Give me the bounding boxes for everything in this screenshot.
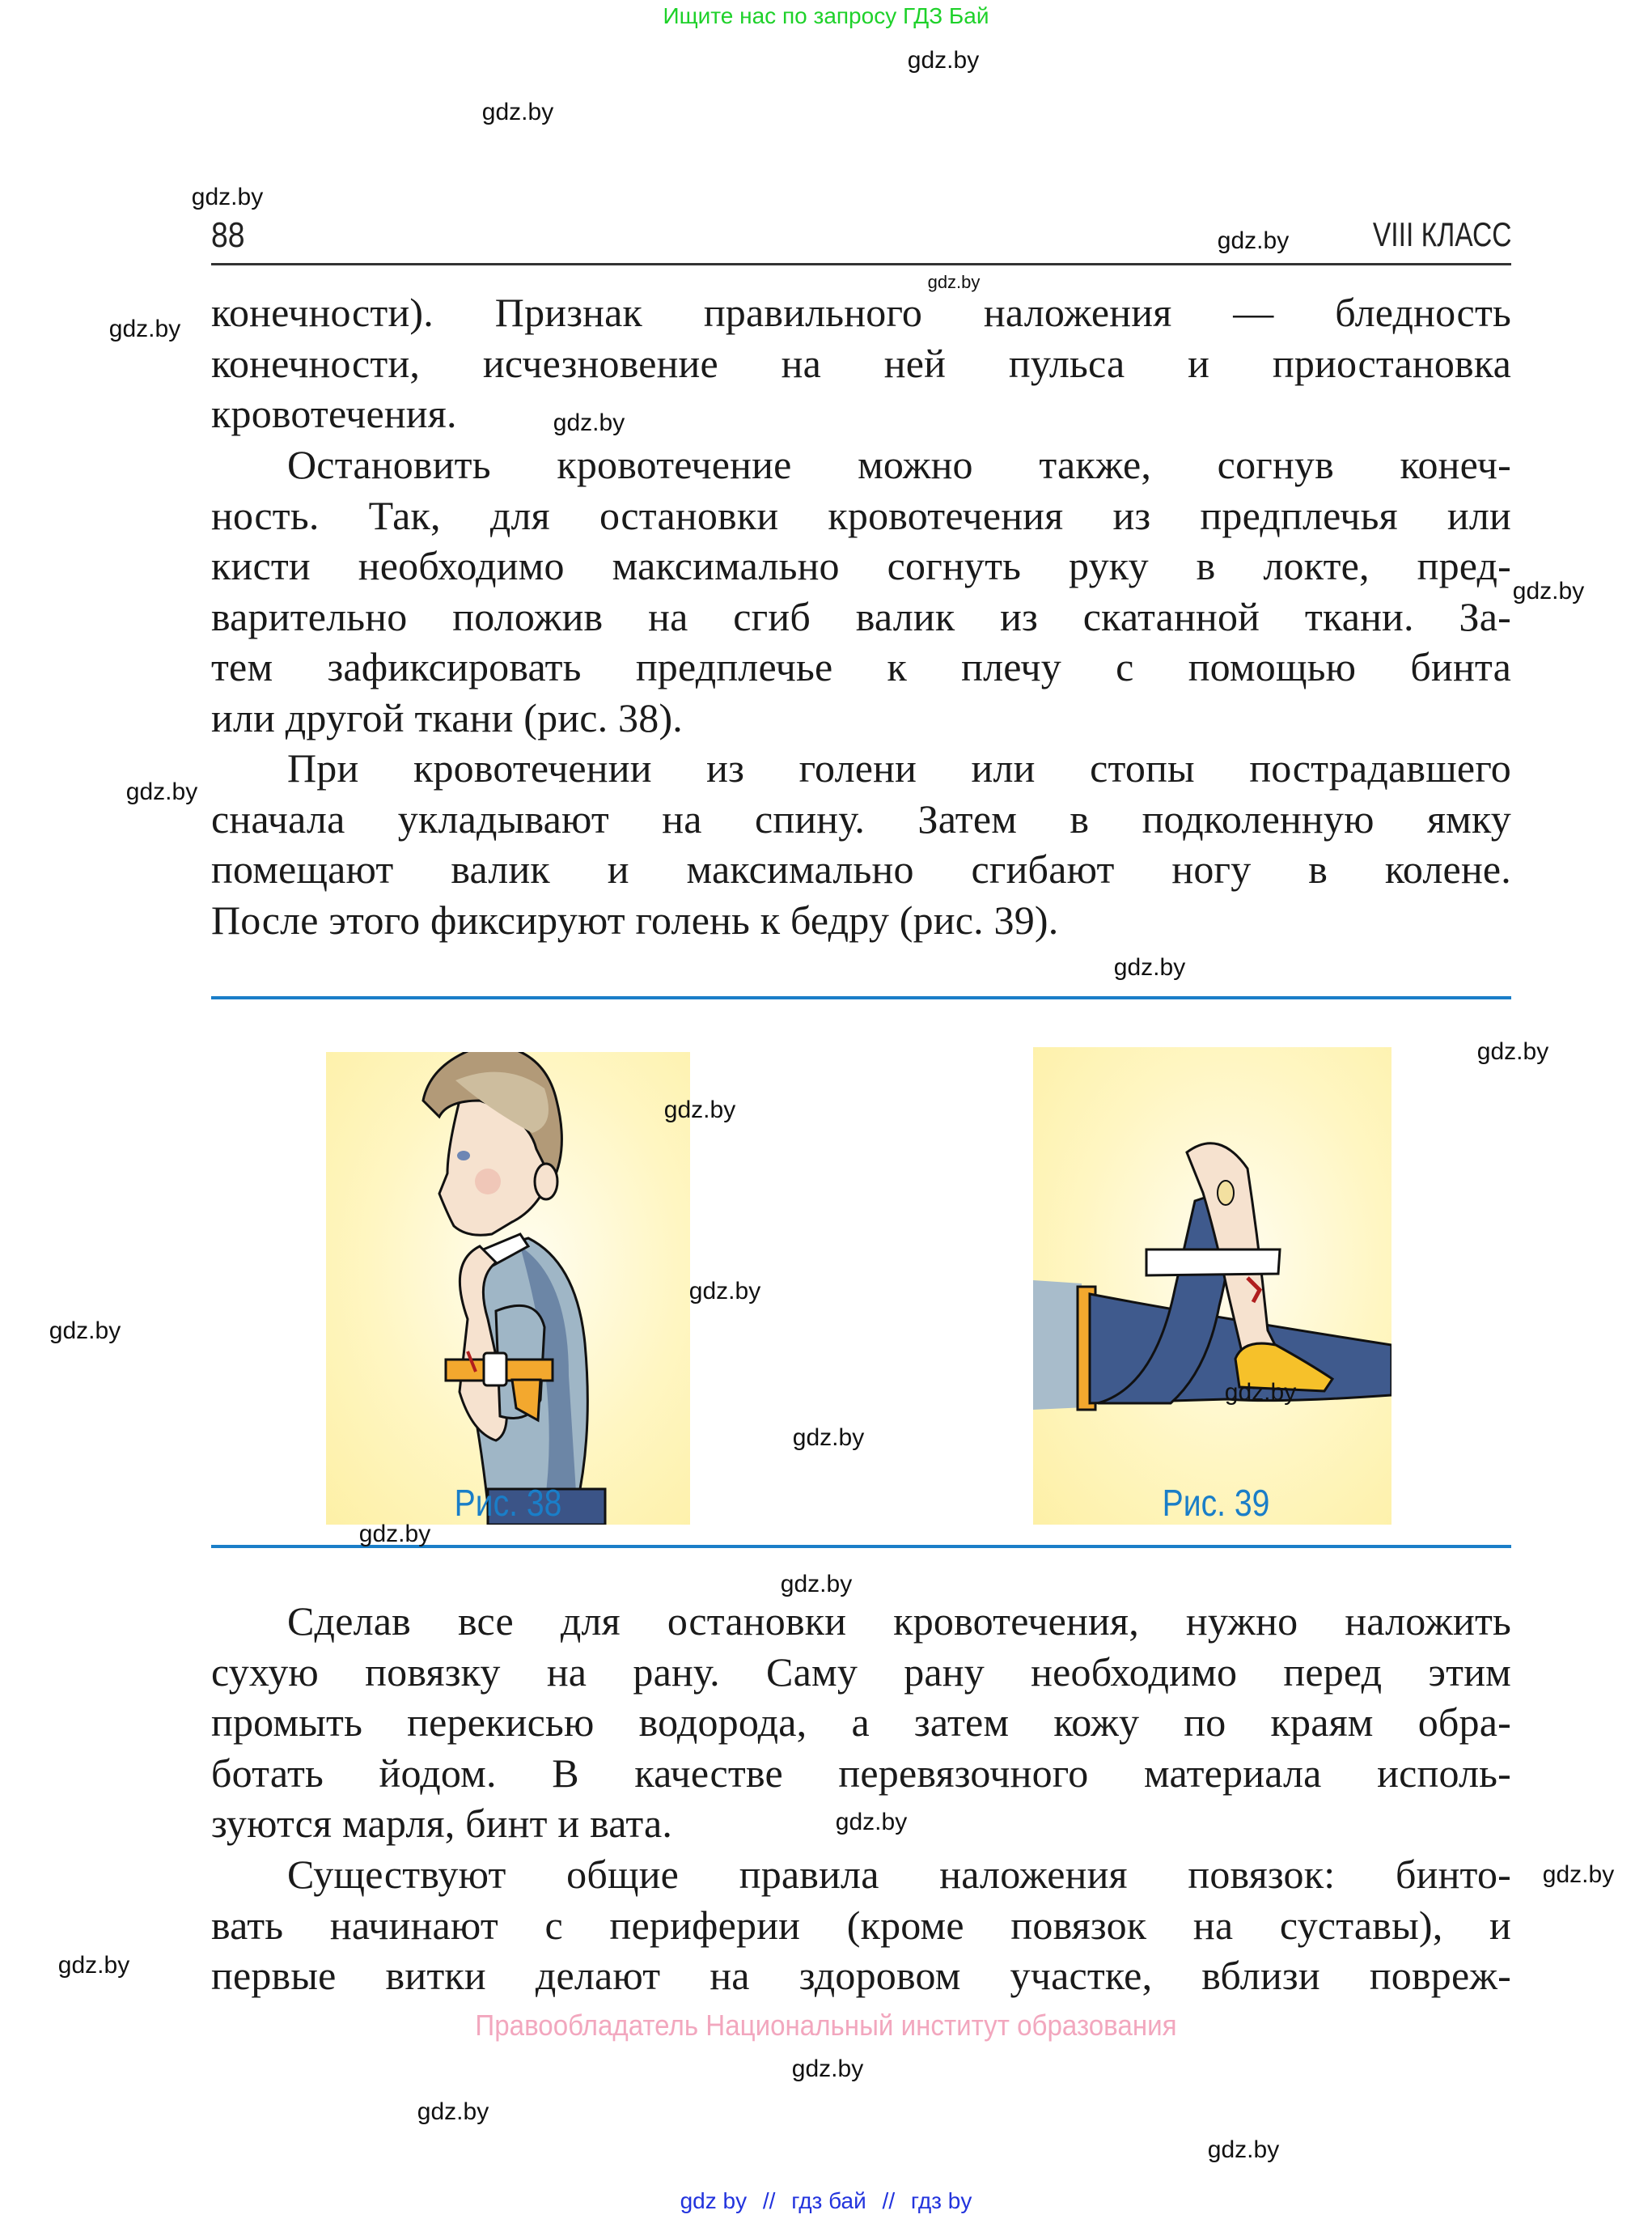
text-line: или другой ткани (рис. 38). bbox=[211, 694, 684, 740]
text-line: сухую повязку на рану. Саму рану необходимо перед этим bbox=[211, 1648, 1511, 1695]
text-line: Существуют общие правила наложения повязок: бинто- bbox=[287, 1852, 1511, 1897]
watermark: gdz.by bbox=[688, 1278, 761, 1305]
watermark: gdz.by bbox=[481, 99, 554, 125]
watermark: gdz.by bbox=[1542, 1861, 1615, 1888]
text-line: При кровотечении из голени или стопы пострадавшего bbox=[287, 745, 1511, 791]
search-banner: Ищите нас по запросу ГДЗ Бай bbox=[663, 3, 989, 28]
figure-39 bbox=[1033, 1047, 1391, 1525]
text-line: кисти необходимо максимально согнуть руку в локте, пред- bbox=[211, 543, 1511, 588]
footer-link-gdz-by[interactable]: gdz by bbox=[680, 2188, 748, 2213]
watermark: gdz.by bbox=[49, 1317, 121, 1344]
footer-separator: // bbox=[882, 2188, 896, 2213]
text-line: После этого фиксируют голень к бедру (рис. 39). bbox=[211, 897, 1059, 943]
text-line: зуются марля, бинт и вата. bbox=[211, 1801, 673, 1846]
text-line: кровотечения. bbox=[211, 391, 457, 436]
text-line: промыть перекисью водорода, а затем кожу по краям обра- bbox=[211, 1699, 1511, 1745]
watermark: gdz.by bbox=[553, 409, 625, 436]
watermark: gdz.by bbox=[792, 1424, 865, 1451]
watermark: gdz.by bbox=[791, 2055, 864, 2082]
text-line: вать начинают с периферии (кроме повязок на суставы), и bbox=[211, 1902, 1511, 1948]
paragraph-5 bbox=[211, 1849, 1511, 2001]
watermark: gdz.by bbox=[1476, 1038, 1549, 1065]
footer-separator: // bbox=[762, 2188, 776, 2213]
watermark: gdz.by bbox=[1207, 2136, 1280, 2163]
text-line: конечности, исчезновение на ней пульса и приостановка bbox=[211, 340, 1511, 386]
figure-38 bbox=[326, 1052, 690, 1525]
watermark: gdz.by bbox=[780, 1571, 853, 1597]
text-line: помещают валик и максимально сгибают ногу в колене. bbox=[211, 846, 1511, 892]
watermark: gdz.by bbox=[927, 272, 981, 292]
text-line: варительно положив на сгиб валик из скатанной ткани. За- bbox=[211, 593, 1511, 639]
watermark: gdz.by bbox=[1224, 1379, 1297, 1406]
watermark: gdz.by bbox=[1217, 227, 1290, 254]
figure-top-rule bbox=[211, 996, 1511, 999]
text-line: сначала укладывают на спину. Затем в подколенную ямку bbox=[211, 795, 1511, 842]
footer-link-gdz-bai[interactable]: гдз бай bbox=[791, 2188, 866, 2213]
figure-39-caption: Рис. 39 bbox=[1162, 1482, 1270, 1524]
watermark: gdz.by bbox=[108, 316, 181, 342]
footer-link-gdz-by-cyr[interactable]: гдз by bbox=[910, 2188, 972, 2213]
text-line: Остановить кровотечение можно также, согнув конеч- bbox=[287, 442, 1511, 487]
watermark: gdz.by bbox=[57, 1952, 130, 1979]
watermark: gdz.by bbox=[125, 778, 198, 805]
text-line: первые витки делают на здоровом участке, вблизи повреж- bbox=[211, 1953, 1511, 1998]
text-line: тем зафиксировать предплечье к плечу с помощью бинта bbox=[211, 644, 1511, 689]
footer-links bbox=[0, 2188, 1652, 2214]
header-rule bbox=[211, 263, 1511, 265]
paragraph-2 bbox=[211, 439, 1511, 743]
boy-arm-illustration bbox=[326, 1052, 690, 1525]
text-line: конечности). Признак правильного наложения — бледность bbox=[211, 290, 1511, 335]
page-number: 88 bbox=[211, 215, 245, 255]
text-line: Сделав все для остановки кровотечения, нужно наложить bbox=[287, 1598, 1511, 1644]
text-line: ботать йодом. В качестве перевязочного материала исполь- bbox=[211, 1750, 1511, 1796]
copyright-notice: Правообладатель Национальный институт образования bbox=[475, 2009, 1177, 2042]
watermark: gdz.by bbox=[663, 1097, 736, 1123]
watermark: gdz.by bbox=[358, 1521, 431, 1547]
paragraph-1 bbox=[211, 287, 1511, 439]
figure-38-caption: Рис. 38 bbox=[454, 1482, 562, 1524]
watermark: gdz.by bbox=[1512, 578, 1585, 605]
leg-bandage-illustration bbox=[1033, 1047, 1391, 1525]
watermark: gdz.by bbox=[1113, 954, 1186, 981]
running-title: VIII КЛАСС bbox=[1372, 215, 1511, 253]
watermark: gdz.by bbox=[835, 1809, 908, 1835]
watermark: gdz.by bbox=[417, 2098, 489, 2125]
paragraph-3 bbox=[211, 743, 1511, 945]
watermark: gdz.by bbox=[191, 184, 264, 210]
text-line: ность. Так, для остановки кровотечения из предплечья или bbox=[211, 492, 1511, 538]
watermark: gdz.by bbox=[907, 47, 980, 74]
